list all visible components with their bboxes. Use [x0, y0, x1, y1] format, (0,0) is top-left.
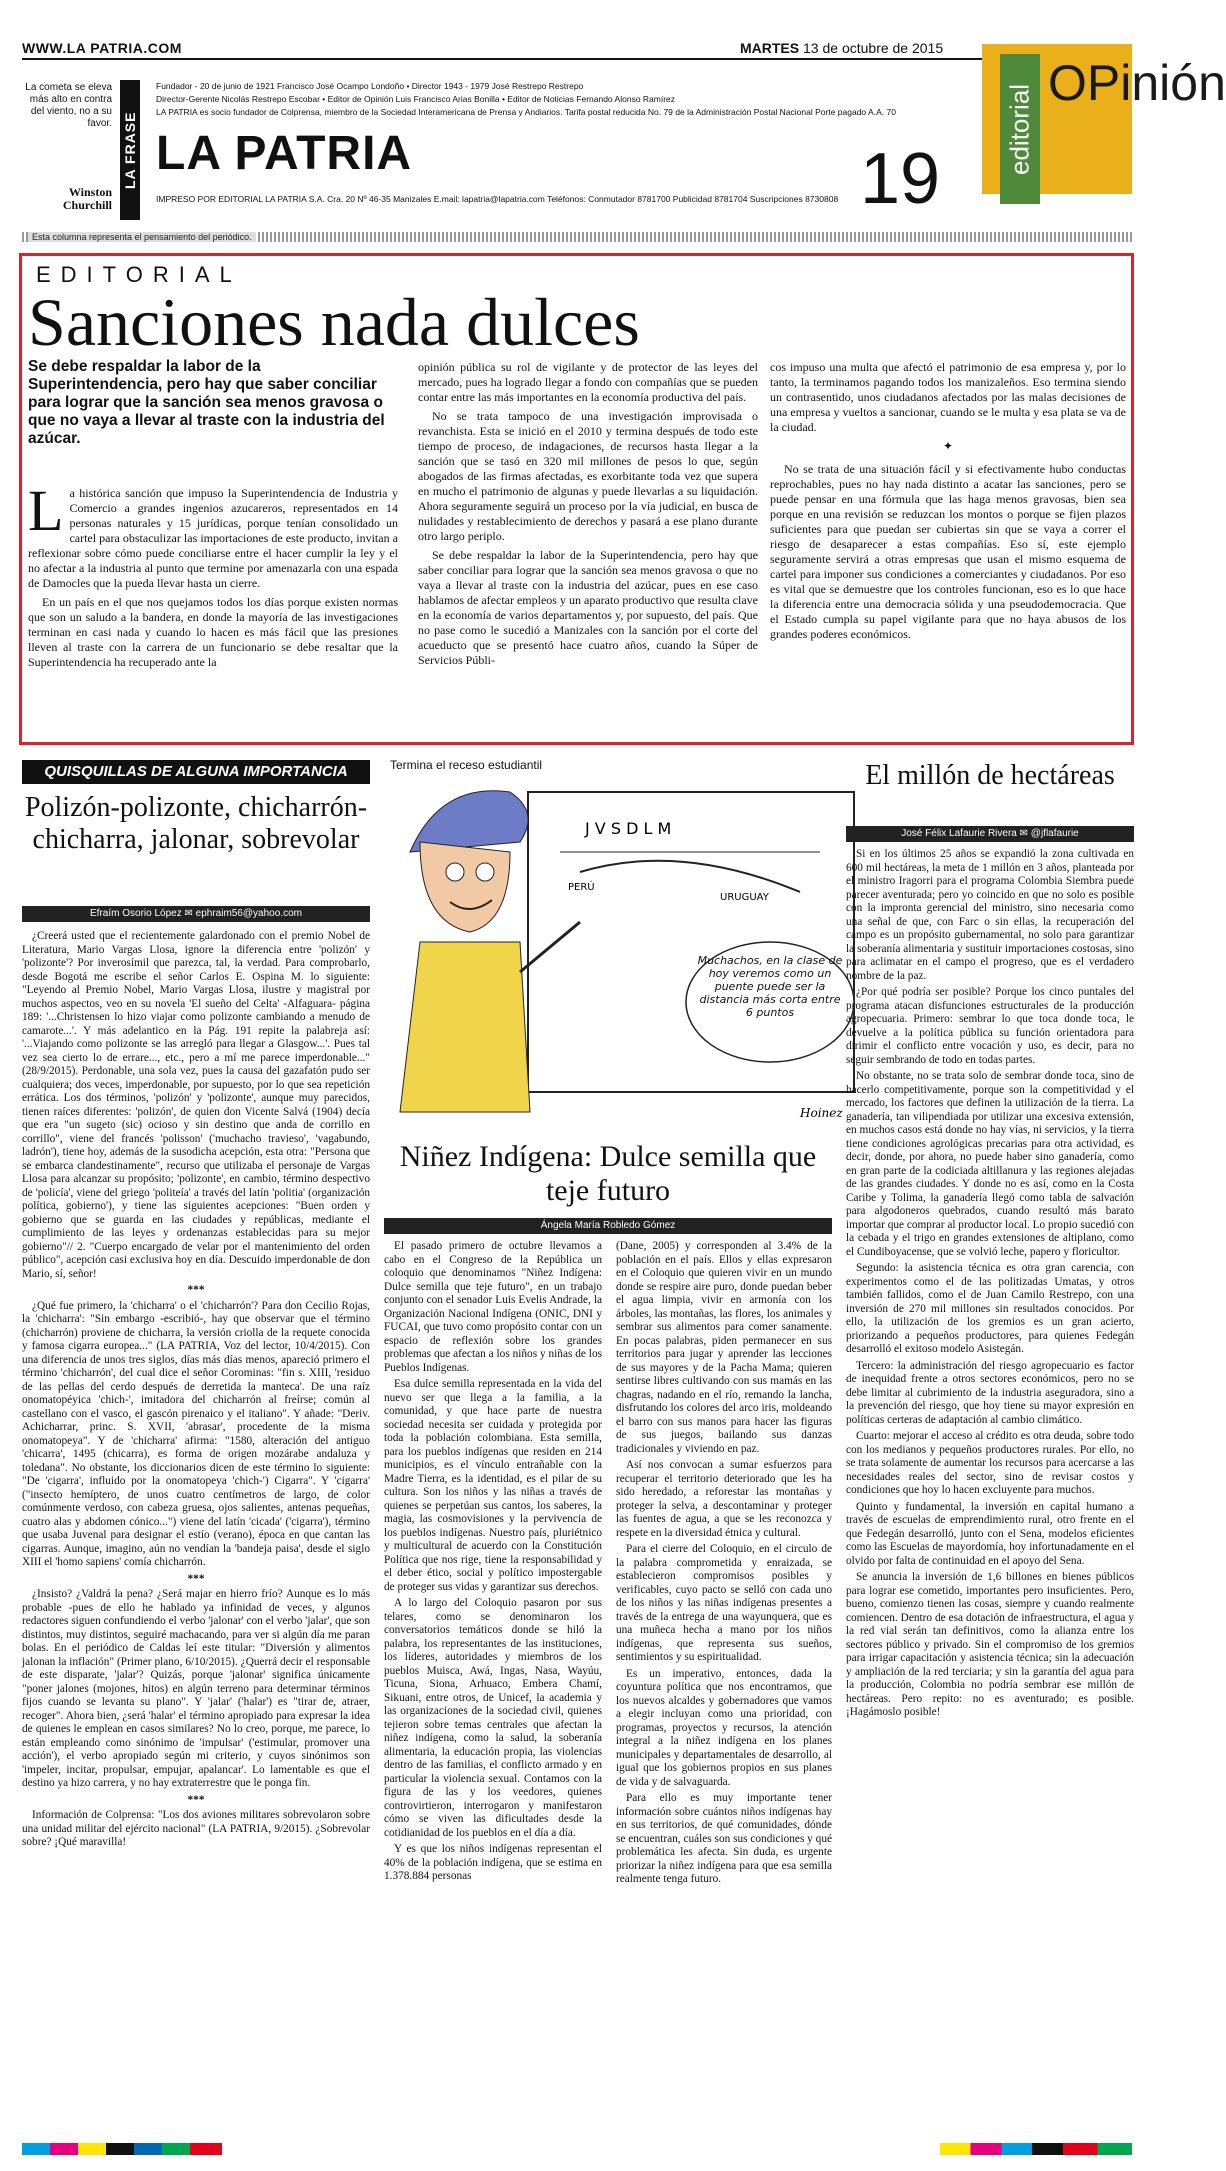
credits	[156, 80, 976, 119]
quote-text: La cometa se eleva más alto en contra del viento, no a su favor.	[25, 82, 112, 129]
left-column-kicker: QUISQUILLAS DE ALGUNA IMPORTANCIA	[22, 760, 370, 784]
site-url[interactable]: WWW.LA PATRIA.COM	[22, 40, 182, 56]
cartoon-caption: Termina el receso estudiantil	[390, 758, 543, 772]
teacher-shirt	[400, 942, 530, 1112]
middle-article-column-1	[384, 1240, 602, 1887]
stripe-text: Esta columna representa el pensamiento del periódico.	[28, 232, 256, 242]
la-frase-label: LA FRASE	[120, 80, 140, 220]
diamond-separator-icon: ✦	[942, 439, 954, 453]
date-rest: 13 de octubre de 2015	[803, 40, 944, 56]
left-article-body	[22, 930, 370, 1853]
right-article-byline: José Félix Lafaurie Rivera ✉ @jflafaurie	[846, 826, 1134, 842]
section-separator: ***	[187, 1572, 205, 1585]
editorial-kicker: EDITORIAL	[36, 262, 242, 287]
middle-article-title: Niñez Indígena: Dulce semilla que teje futuro	[399, 1140, 817, 1207]
credits-line-3: LA PATRIA es socio fundador de Colprensa, miembro de la Sociedad Interamericana de Prensa y Andiarios. Tarifa postal reducida No. 79 de la Administración Postal Nacional Porte pagado A.A. 70	[156, 107, 896, 117]
editorial-paragraph: No se trata de una situación fácil y si efectivamente hubo conductas reprochables, pues no hay nada distinto a acatar las sanciones, pero se puede pensar en una fórmula que las haga menos gravosas, bien sea porque en una revisión se reduzcan los montos o porque se fijen plazos suficientes para que puedan ser cubiertas sin que se vaya a correr el riesgo de desaparecer a estas compañías. Eso sí, este ejemplo seguramente servirá a otras empresas que usan el mismo esquema de cartel para imponer sus condiciones a comerciantes y ciudadanos. Por eso es vital que se demuestre que los controles funcionan, eso es lo que hace la diferencia entre una democracia sólida y una pseudodemocracia. Que el Estado cumpla su papel vigilante para que no haya abusos de los grandes poderes económicos.	[770, 462, 1126, 641]
opinion-vertical-label: editorial	[1000, 54, 1040, 204]
board-letters: J V S D L M	[585, 819, 672, 838]
article-paragraph: (Dane, 2005) y corresponden al 3.4% de la población en el país. Ellos y ellas expresaron en el Coloquio que quieren vivir en un mundo donde se respire aire puro, donde puedan beber el agua limpia, vivir en armonía con los árboles, las montañas, las flores, los animales y sembrar sus alimentos para comer sanamente. En pocas palabras, piden permanecer en sus territorios para jugar y aprender las lecciones de sus mayores y de la Pacha Mama; quieren sentirse libres cultivando con sus mamás en las chagras, nadando en el río, remando la lancha, disfrutando los colores del arco iris, moldeando el barro con sus manos para hacer las figuras de sus juegos, bailando sus danzas tradicionales y viviendo en paz.	[616, 1240, 832, 1455]
left-article-title: Polizón-polizonte, chicharrón-chicharra, jalonar, sobrevolar	[24, 792, 368, 855]
page-number: 19	[860, 139, 941, 219]
section-separator: ***	[187, 1284, 205, 1296]
editorial-paragraph: opinión pública su rol de vigilante y de protector de las leyes del mercado, pues ha logrado llegar a fondo con compañías que se pueden contar entre las más importantes en la economía productiva del país.	[418, 360, 758, 404]
article-paragraph: Si en los últimos 25 años se expandió la zona cultivada en 600 mil hectáreas, la meta de 1 millón en 3 años, planteada por el ministro Iragorri para el programa Colombia Siembra puede parecer aventurada; pero yo coincido en que no solo es posible con la impronta gerencial del ministro, sino necesaria como una señal de que, con Farc o sin ellas, la recuperación del campo es un propósito gubernamental, no solo para garantizar la soberanía alimentaria y sustituir importaciones costosas, sino para aclimatar en el campo el progreso, que es el verdadero nombre de la paz.	[846, 848, 1134, 982]
article-paragraph: ¿Por qué podría ser posible? Porque los cinco puntales del programa atacan disfunciones estructurales de la producción agropecuaria. Primero: sembrar lo que toca donde toca, le devuelve a la política pública su función orientadora para dirimir el conflicto entre vocación y uso, es decir, para no seguir sembrando de todo en todas partes.	[846, 986, 1134, 1066]
editorial-headline: Sanciones nada dulces	[28, 284, 640, 360]
print-color-bar-left	[22, 2143, 222, 2155]
teacher-face-icon	[420, 842, 510, 932]
middle-article-byline: Ángela María Robledo Gómez	[384, 1218, 832, 1234]
editorial-lede: Se debe respaldar la labor de la Superintendencia, pero hay que saber conciliar para lograr que la sanción sea menos gravosa o que no vaya a llevar al traste con la industria del azúcar.	[28, 358, 385, 447]
article-paragraph: Y es que los niños indígenas representan el 40% de la población indígena, que se estima en 1.378.884 personas	[384, 1843, 602, 1882]
article-paragraph: ¿Creerá usted que el recientemente galardonado con el premio Nobel de Literatura, Mario Vargas Llosa, ignore la diferencia entre 'polizón' y 'polizonte'? Por inverosímil que parezca, tal, la verdad. Para comprobarlo, desde Bogotá me escribe el señor Carlos E. Ospina M. lo siguiente: "Leyendo al Premio Nobel, Mario Vargas Llosa, ilustre y magistral por muchos aspectos, veo en su novela 'El sueño del Celta' -Alfaguara- página 189: '...Christensen lo hizo viajar como polizonte cambiando a menudo de camarote...'. Y más adelantico en la Pág. 191 repite la palabreja así: '...Viajando como polizonte se las arregló para llegar a Glasgow...'. Pues tal vez sea cierto lo de errare..., etc., pero a mí me parece imperdonable..." (28/9/2015). Perdonable, una sola vez, pues la causa del gazafatón pudo ser cualquiera; dos veces, imperdonable, por supuesto, por lo que sea repetición errática. Los dos términos, 'polizón' y 'polizonte', aunque muy parecidos, tienen raíces diferentes: 'polizón', de quien don Vicente Salvá (1904) decía que era "un sugeto (sic) ocioso y sin destino que anda de corrillo en corrillo", viene del francés 'polisson' ('muchacho travieso', 'vagabundo, ladrón'), tiene hoy, además de la susodicha acepción, esta otra: "Persona que se embarca clandestinamente", recurso que utilizaba el personaje de Vargas Llosa para alcanzar su propósito; 'polizonte', en cambio, término despectivo de 'policía', viene del griego 'politeía' a través del latín 'politia' (organización política, gobierno'), y tiene las siguientes acepciones: "Buen orden y gobierno que se guarda en las ciudades y repúblicas, mediante el cumplimiento de las leyes y ordenanzas establecidas para su mejor gobierno"// 2. "Cuerpo encargado de velar por el mantenimiento del orden público", acepción casi exclusiva hoy en día. Descuido imperdonable de don Mario, sí, señor!	[22, 930, 370, 1280]
cartoonist-signature: Hoinez	[800, 1106, 843, 1120]
article-paragraph: ¿Insisto? ¿Valdrá la pena? ¿Será majar en hierro frío? Aunque es lo más probable -pues de ello he hablado ya infinidad de veces, y algunos redactores siguen confundiendo el verbo 'jalonar' con el verbo 'jalar', que son distintos, muy distintos, seguiré machacando, para ver si algún día me paran bolas. En el periódico de Caldas leí este titular: "Diversión y alimentos jalonan la inflación" (Primer plano, 6/10/2015). ¿Querrá decir el responsable de este disparate, 'jalar'? Quizás, porque 'jalonar' significa únicamente "poner jalones (mojones, hitos) en algún terreno para determinar términos fijos cuando se levanta su plano". Y 'jalar' ('halar') es "tirar de, atraer, recoger". Ahora bien, ¿será 'halar' el término apropiado para expresar la idea de quienes le emplean en casos similares? No lo creo, porque, me parece, lo están empleando como sinónimo de 'impulsar' ('estimular, promover una acción'), el verbo apropiado según mi criterio, y cuyos sinónimos son 'impeler, incitar, propulsar, empujar, apalancar'. Lo lamentable es que el destino ya hizo carrera, y no hay extraterrestre que le ponga fin.	[22, 1588, 370, 1789]
article-paragraph: Esa dulce semilla representada en la vida del nuevo ser que llega a la familia, a la comunidad, y que hace parte de nuestra sociedad necesita ser cuidada y protegida por toda la población colombiana. Esta semilla, para los pueblos indígenas que residen en 214 municipios, es el vínculo entrañable con la Madre Tierra, es la identidad, es el pilar de su cultura. Son los niños y las niñas a través de quienes se perpetúan sus cantos, los saberes, la magia, las cosmovisiones y la pervivencia de los pueblos indígenas. Nuestro país, pluriétnico y multicultural de acuerdo con la Constitución Política que nos rige, tiene la responsabilidad y el deber ético, social y político impostergable de proteger sus vidas y garantizar sus derechos.	[384, 1378, 602, 1593]
article-paragraph: Se anuncia la inversión de 1,6 billones en bienes públicos para lograr ese cometido, importantes pero insuficientes. Pero, bueno, comienzo tienen las cosas, siempre y cuando realmente comiencen. Dentro de esa dotación de infraestructura, el agua y la red vial serán tan definitivos, como la alianza entre los sectores público y privado. Sin el compromiso de los gremios para irrigar capacitación y asistencia técnica; sin la adecuación y ampliación de la red terciaria; y sin la garantía del agua para la producción, Colombia no podría sembrar ese millón de hectáreas. Pero repito: no es aventurado; es posible. ¡Hagámoslo posible!	[846, 1571, 1134, 1718]
article-paragraph: A lo largo del Coloquio pasaron por sus telares, como se denominaron los conversatorios temáticos donde se hiló la palabra, los representantes de las instituciones, los líderes, autoridades y miembros de los pueblos Muisca, Awá, Ingas, Nasa, Wayúu, Ticuna, Siona, Arhuaco, Embera Chamí, Sikuani, entre otros, de Unicef, la academia y las organizaciones de la sociedad civil, quienes tejieron sobre temas centrales que afectan la niñez indígena, como la salud, la soberanía alimentaria, la educación propia, las violencias dentro de las familias, el conflicto armado y en particular la violencia sexual. Contamos con la figura de las y los veedores, quienes controvirtieron, interrogaron y manifestaron cómo se viven las dificultades desde la cotidianidad de los pueblos en el día a día.	[384, 1597, 602, 1839]
article-paragraph: Información de Colprensa: "Los dos aviones militares sobrevolaron sobre una unidad militar del ejército nacional" (LA PATRIA, 9/2015). ¿Sobrevolar sobre? ¡Qué maravilla!	[22, 1809, 370, 1848]
article-paragraph: Quinto y fundamental, la inversión en capital humano a través de escuelas de emprendimiento rural, otro frente en el que Fedegán desarrolló, junto con el Sena, modelos eficientes como las Escuelas de mayordomía, hoy infortunadamente en el olvido por falta de continuidad en el apoyo del Sena.	[846, 1500, 1134, 1567]
board-right-label: URUGUAY	[720, 892, 769, 903]
print-color-bar-right	[940, 2143, 1132, 2155]
article-paragraph: Es un imperativo, entonces, dada la coyuntura política que nos encontramos, que los nuevos alcaldes y gobernadores que vamos a elegir incluyan como una prioridad, con programas, proyectos y recursos, la atención integral a la niñez indígena en los planes municipales y departamentales de desarrollo, al igual que los gobiernos propios en sus planes de vida y de salvaguarda.	[616, 1667, 832, 1788]
newspaper-logo: LA PATRIA	[156, 127, 413, 180]
board-left-label: PERÚ	[568, 882, 595, 893]
speech-bubble-text: Muchachos, en la clase de hoy veremos como un puente puede ser la distancia más corta entre 6 puntos	[697, 954, 843, 1019]
article-paragraph: Segundo: la asistencia técnica es otra gran carencia, con experimentos como el de las politizadas Umatas, y otros también fallidos, como el de Juan Camilo Restrepo, con una inversión de 270 mil millones sin resultados conocidos. Por ello, la utilización de los gremios es un gran acierto, priorizando a pequeños productores, para quienes Fedegán desarrolló el exitoso modelo Asistegán.	[846, 1262, 1134, 1355]
section-separator: ***	[187, 1793, 205, 1806]
article-paragraph: Para ello es muy importante tener información sobre cuántos niños indígenas hay en sus territorios, de qué comunidades, dónde se encuentran, cuáles son sus condiciones y qué problemática les afecta. Sin duda, es urgente priorizar la niñez indígena para que esa semilla realmente tenga futuro.	[616, 1792, 832, 1885]
editorial-column-1	[28, 478, 398, 674]
article-paragraph: Cuarto: mejorar el acceso al crédito es otra deuda, sobre todo con los medianos y pequeños productores rurales. Por ello, no se trata solamente de aumentar los recursos para acercarse a las necesidades reales del sector, sino de revisar costos y condiciones que hoy lo hacen excluyente para muchos.	[846, 1430, 1134, 1496]
middle-article-column-2	[616, 1240, 832, 1890]
article-paragraph: ¿Qué fue primero, la 'chicharra' o el 'chicharrón'? Para don Cecilio Rojas, la 'chicharra': "Sin embargo -escribió-, hay que observar que el término (chicharrón) proviene de chicharra, la versión criolla de la requete conocida y famosa cigarra europea..." (LA PATRIA, Voz del lector, 10/4/2015). Con una diferencia de unos tres siglos, días más días menos, apareció primero el término 'chicharrón', del cual dice el señor Corominas: "fin s. XIII, 'residuo de las pellas del cerdo después de derretida la manteca'. De una raíz onomatopéyica 'chich-', imitadora del chicharrón al freírse; común al castellano con el vasco, el gascón pirenaico y el italiano". Y añade: "Deriv. Achicharrar, princ. S. XVII, 'abrasar', procedente de la misma onomatopeya". Y de 'chicharra' afirma: "1580, alteración del antiguo 'chicarra', 1495 (chicarra), es forma de origen mozárabe andaluza y toledana". No obstante, los diccionarios dicen de este término lo siguiente: "De 'cigarra', influido por la onomatopeya 'chich-') Cigarra". Y 'cigarra' ("insecto hemíptero, de unos cuatro centímetros de largo, de color comúnmente verdoso, con cabeza gruesa, ojos salientes, antenas pequeñas, cuatro alas y abdomen cónico...") viene del latín 'cicada' ('cigarra'), término que usaba Juvenal para designar el estío (verano), época en que cantan las cigarras. Aunque, imagino, aún no vendían la 'bandeja paisa', desde el siglo XIII el 'homo sapiens' comía chicharrón.	[22, 1299, 370, 1568]
editorial-column-2	[418, 360, 758, 672]
credits-line-1: Fundador - 20 de junio de 1921 Francisco José Ocampo Londoño • Director 1943 - 1979 José Restrepo Restrepo	[156, 81, 584, 91]
article-paragraph: Tercero: la administración del riesgo agropecuario es factor de inequidad frente a otros sectores económicos, pero no se debe limitar al cubrimiento de la industria aseguradora, sino a la prevención del riesgo, que hoy tiene su mayor expresión en políticas certeras de adaptación al cambio climático.	[846, 1359, 1134, 1426]
date-line	[740, 40, 943, 56]
top-rule	[22, 58, 1032, 60]
opinion-word: OPinión	[1048, 55, 1226, 111]
drop-cap: L	[28, 478, 64, 543]
article-paragraph: El pasado primero de octubre llevamos a cabo en el Congreso de la República un coloquio que denominamos "Niñez Indígena: Dulce semilla que teje futuro", en un trabajo conjunto con el senador Luis Evelis Andrade, la Organización Nacional Indígena (ONIC, DNI y FUCAI, que tuvo como propósito contar con un espacio de reflexión sobre los grandes problemas que afectan a los niños y niñas de los Pueblos Indígenas.	[384, 1240, 602, 1374]
editorial-paragraph: No se trata tampoco de una investigación improvisada o revanchista. Esta se inició en el 2010 y termina después de todo este tiempo de proceso, de indagaciones, de recursos hasta llegar a la sanción que se tasó en 320 mil millones de pesos lo que, según abogados de las firmas afectadas, es exorbitante toda vez que supera en mucho el patrimonio de algunas y puede llevarlas a su liquidación. Ahora seguramente seguirá un proceso por la vía judicial, en busca de nulidades y restablecimiento de derechos y pasará a ese plano durante otro largo periplo.	[418, 409, 758, 543]
left-article-byline: Efraím Osorio López ✉ ephraim56@yahoo.com	[22, 906, 370, 922]
article-paragraph: Así nos convocan a sumar esfuerzos para recuperar el territorio deteriorado que les ha sido heredado, a reforestar las montañas y proteger la selva, a descontaminar y proteger las fuentes de agua, a que se les reconozca y respete en la diversidad étnica y cultural.	[616, 1459, 832, 1539]
editorial-paragraph: Se debe respaldar la labor de la Superintendencia, pero hay que saber conciliar para lograr que la sanción sea menos gravosa o que no vaya a llevar al traste con la industria del azúcar, pues en ese caso hablamos de afectar empleos y un aparato productivo que resulta clave en la economía de varios departamentos y, por supuesto, del país. Que no pase como le sucedió a Manizales con la sanción por el corte del acueducto que se presentó hace cuatro años, cuando la Súper de Servicios Públi-	[418, 548, 758, 667]
article-paragraph: No obstante, no se trata solo de sembrar donde toca, sino de hacerlo competitivamente, porque son la competitividad y el mercado, los factores que definen la utilización de la tierra. La ganadería, tan vilipendiada por utilizar una excesiva extensión, en muchos casos está donde no hay vías, ni servicios, y la tierra tiene condiciones agrológicas precarias para otra actividad, es decir, donde, por ahora, no puede haber sino ganadería, como en gran parte de la codiciada altillanura y las regiones alejadas de las grandes ciudades. Y donde no es así, como en la Costa Caribe y Tolima, la ganadería llegó como tabla de salvación para algodoneros quebrados, cuando resultó más barato importar que comprar al productor local. Lo propio sucedió con la cebada y el trigo en grandes extensiones de altiplano, como el Cundiboyacense, que se volvió leche, papero y floricultor.	[846, 1070, 1134, 1258]
imprint-line: IMPRESO POR EDITORIAL LA PATRIA S.A. Cra. 20 Nº 46-35 Manizales E.mail: lapatria@lapatria.com Teléfonos: Conmutador 8781700 Publicidad 8781704 Suscripciones 8730808	[156, 194, 839, 204]
right-article-body	[846, 848, 1134, 1723]
cartoon-illustration	[380, 772, 860, 1132]
editorial-paragraph: cos impuso una multa que afectó el patrimonio de esa empresa y, por lo tanto, la terminamos pagando todos los manizaleños. Eso termina siendo un contrasentido, unos ciudadanos afectados por las malas decisiones de una empresa y vueltos a sancionar, cuando se le multa y esa plata se va de la ciudad.	[770, 360, 1126, 434]
right-article-title: El millón de hectáreas	[865, 760, 1115, 791]
article-paragraph: Para el cierre del Coloquio, en el circulo de la palabra comprometida y enraizada, se establecieron compromisos posibles y verificables, cuyo pacto se selló con cada uno de los niños y las niñas indígenas presentes a través de la entrega de una wayunquera, que es una muñeca hecha a mano por los niños indígenas, que representa sus sueños, sentimientos y su espiritualidad.	[616, 1543, 832, 1663]
editorial-paragraph: En un país en el que nos quejamos todos los días porque existen normas que son un saludo a la bandera, en donde la mayoría de las investigaciones terminan en casi nada y cuando lo hacen es más fácil que las presiones lleven al traste con la carrera de un funcionario se debe resaltar que la Superintendencia ha recuperado ante la	[28, 595, 398, 669]
speech-bubble-text-container	[695, 954, 845, 1054]
editorial-paragraph: a histórica sanción que impuso la Superintendencia de Industria y Comercio a grandes ingenios azucareros, representados en 14 personas naturales y 15 jurídicas, porque tenían consolidado un cartel para obstaculizar las importaciones de este producto, invitan a reflexionar sobre cómo puede conciliarse entre el hacer cumplir la ley y el no afectar a la industria al punto que termine por amenazarla con una espada de Damocles que la pueda llevar hasta un cierre.	[28, 486, 398, 590]
credits-line-2: Director-Gerente Nicolás Restrepo Escobar • Editor de Opinión Luis Francisco Arias Bonilla • Editor de Noticias Fernando Alonso Ramírez	[156, 94, 676, 104]
date-day: MARTES	[740, 40, 800, 56]
quote-author: Winston Churchill	[62, 185, 112, 212]
editorial-column-3	[770, 360, 1126, 646]
